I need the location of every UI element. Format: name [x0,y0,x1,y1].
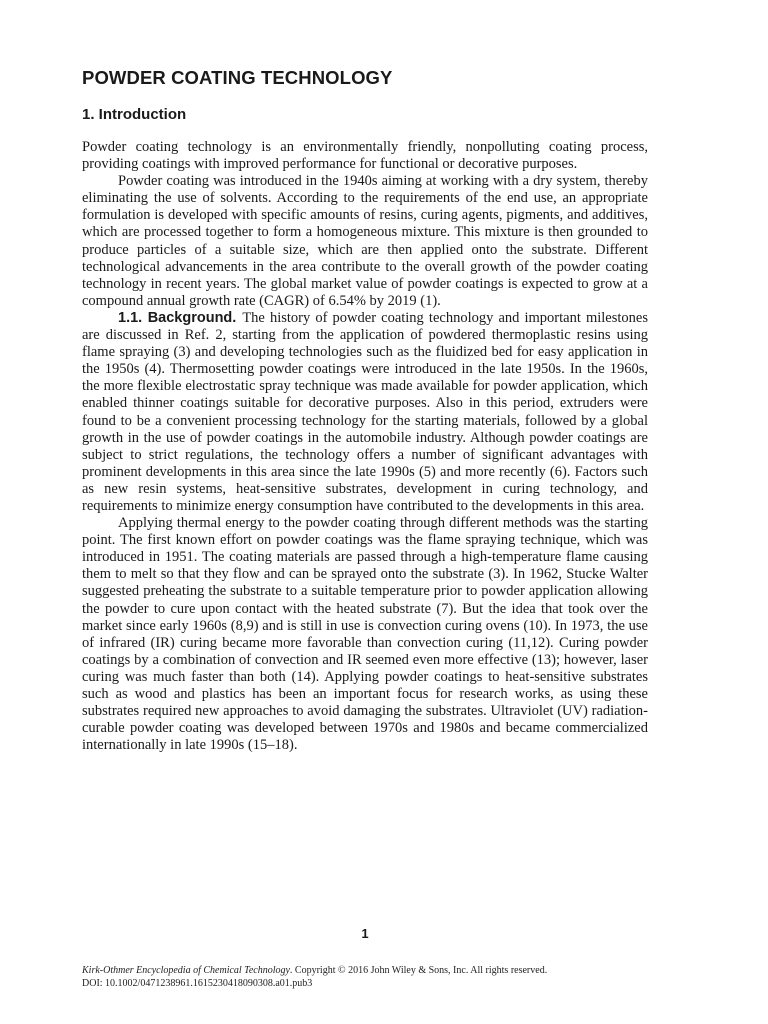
background-text: The history of powder coating technology and important milestones are discussed in Ref. 2, starting from the application of powdered thermoplastic resins using flame spraying (3) and developing technologies such as the fluidized bed for easy application in the 1950s (4). Thermosetting powder coatings were introduced in the late 1950s. In the 1960s, the more flexible electrostatic spray technique was made available for powder application, which enabled thinner coatings suitable for decorative purposes. Also in this period, extruders were found to be a convenient processing technology for the starting materials, followed by a global growth in the use of powder coatings in the automobile industry. Although powder coatings are subject to strict regulations, the technology offers a number of significant advantages with prominent developments in this area since the late 1990s (5) and more recently (6). Factors such as new resin systems, heat-sensitive substrates, development in curing technology, and requirements to minimize energy consumption have contributed to the developments in this area. [82,309,648,514]
section-heading-introduction: 1. Introduction [82,106,187,123]
paragraph-2: Powder coating was introduced in the 1940s aiming at working with a dry system, thereby eliminating the use of solvents. According to the requirements of the end use, an appropriate formulation is developed with specific amounts of resins, curing agents, pigments, and additives, which are processed together to form a homogeneous mixture. This mixture is then grounded to produce particles of a suitable size, which are then applied onto the substrate. Different technological advancements in the area contribute to the overall growth of the powder coating technology in recent years. The global market value of powder coatings is expected to grow at a compound annual growth rate (CAGR) of 6.54% by 2019 (1). [82,173,648,309]
copyright-text: . Copyright © 2016 John Wiley & Sons, Inc. All rights reserved. [289,965,548,976]
publication-name: Kirk-Othmer Encyclopedia of Chemical Technology [82,965,290,976]
document-page [82,0,648,1024]
doi-text: DOI: 10.1002/0471238961.1615230418090308.a01.pub3 [82,978,313,989]
paragraph-thermal-energy: Applying thermal energy to the powder coating through different methods was the starting point. The first known effort on powder coatings was the flame spraying technique, which was introduced in 1951. The coating materials are passed through a high-temperature flame causing them to melt so that they flow and can be sprayed onto the substrate (3). In 1962, Stucke Walter suggested preheating the substrate to a suitable temperature prior to powder application allowing the powder to cure upon contact with the heated substrate (7). But the idea that took over the market since early 1960s (8,9) and is still in use is convection curing ovens (10). In 1973, the use of infrared (IR) curing became more favorable than convection curing (11,12). Curing powder coatings by a combination of convection and IR seemed even more effective (13); however, laser curing was much faster than both (14). Applying powder coatings to heat-sensitive substrates such as wood and plastics has been an important focus for research works, as using these substrates required new approaches to avoid damaging the substrates. Ultraviolet (UV) radiation-curable powder coating was developed between 1970s and 1980s and became commercialized internationally in late 1990s (15–18). [82,515,648,754]
subsection-heading-background: 1.1. Background. [118,309,237,326]
body-text [82,139,648,754]
page-title: POWDER COATING TECHNOLOGY [82,67,393,88]
footer [82,964,648,990]
paragraph-background [82,310,648,515]
paragraph-1: Powder coating technology is an environmentally friendly, nonpolluting coating process, providing coatings with improved performance for functional or decorative purposes. [82,139,648,173]
page-number: 1 [361,926,369,941]
footer-copyright-line [82,964,648,977]
